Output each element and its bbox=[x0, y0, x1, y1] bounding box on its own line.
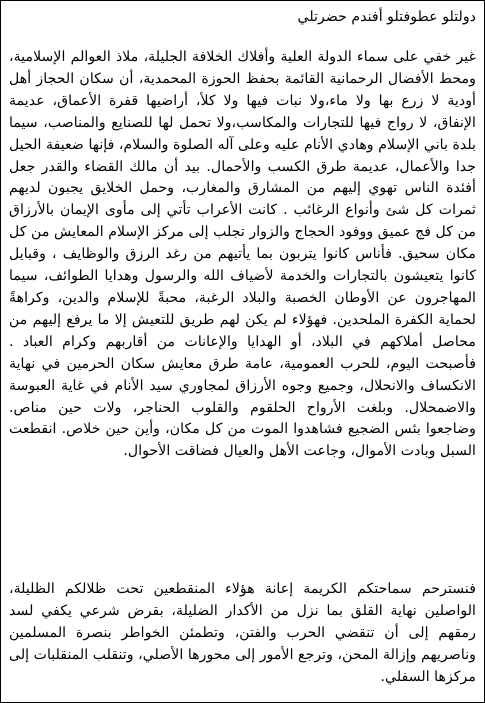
salutation: دولتلو عطوفتلو أفندم حضرتلي bbox=[297, 9, 476, 25]
body-paragraph-1: غير خفي على سماء الدولة العلية وأفلاك الخلافة الجليلة، ملاذ العوالم الإسلامية، ومحط الأفضال الرحمانية القائمة بحفظ الحوزة المحمدية، أن سكان الحجاز أهل أودية لا زرع بها ولا ماء،ولا نبات فيها ولا كلأ، أراضيها قفرة الأعماق، عديمة الإنفاق، لا رواج فيها للتجارات والمكاسب،ولا تحمل لها للصنايع والمناصب، سيما بلدة باني الإسلام وهادي الأنام عليه وعلى آله الصلوة والسلام، فإنها ضعيفة الحيل جدا والأعمال، عديمة طرق الكسب والأحمال. بيد أن مالك القضاء والقدر جعل أفئدة الناس تهوي إليهم من المشارق والمغارب، وحمل الخلايق يجبون لديهم ثمرات كل شئ وأنواع الرغائب . كانت الأعراب تأتي إلى مأوى الإيمان بالأرزاق من كل فج عميق ووفود الحجاج والزوار تجلب إلى مركز الإسلام المعايش من كل مكان سحيق. فأناس كانوا يتربون بما يأتيهم من رغد الرزق والوظايف ، وقبايل كانوا يتعيشون بالتجارات والخدمة لأضياف الله والرسول وهدايا الطوائف، سيما المهاجرون عن الأوطان الخصبة والبلاد الرغبة، محبةً للإسلام والدين، وكراهةً لحماية الكفرة الملحدين. فهؤلاء لم يكن لهم طريق للتعيش إلا ما يرفع إليهم من محاصل أملاكهم في البلاد، أو الهدايا والإعانات من أقاربهم وكرام العباد . فأصبحت اليوم، للحرب العمومية، عامة طرق معايش سكان الحرمين في نهاية الانكساف والانحلال، وجميع وجوه الأرزاق لمجاوري سيد الأنام في غاية العبوسة والاضمحلال. وبلغت الأرواح الحلقوم والقلوب الحناجر، ولات حين مناص. وضاجعوا بئس الضجيع فشاهدوا الموت من كل مكان، وأين حين خلاص. انقطعت السبل وبادت الأموال، وجاعت الأهل والعيال فضاقت الأحوال. bbox=[9, 49, 476, 460]
body-paragraph-2: فنسترحم سماحتكم الكريمة إعانة هؤلاء المنقطعين تحت ظلالكم الظليلة، الواصلين نهاية القلق بما نزل من الأكدار الضليلة، بقرض شرعي يكفي لسد رمقهم إلى أن تنقضي الحرب والفتن، وتطمئن الخواطر بنصرة المسلمين وناصريهم وإزالة المحن، وترجع الأمور إلى محورها الأصلي، وتنقلب المنقلبات إلى مركزها السفلي. bbox=[9, 581, 476, 685]
